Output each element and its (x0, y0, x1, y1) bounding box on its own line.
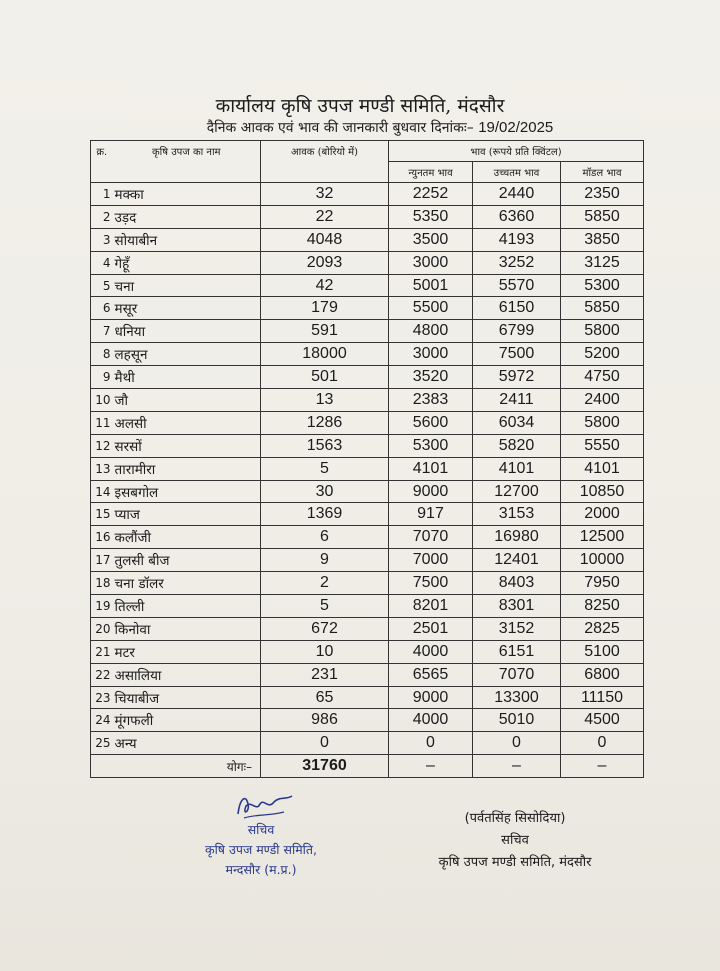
signatory-name: (पर्वतसिंह सिसोदिया) (464, 811, 566, 826)
row-sn: 2 (91, 205, 113, 228)
row-sn: 21 (91, 640, 113, 663)
row-max-price: 4101 (473, 457, 561, 480)
row-modal-price: 10850 (561, 480, 644, 503)
row-modal-price: 5850 (561, 205, 644, 228)
row-arrival: 4048 (261, 228, 389, 251)
row-min-price: 9000 (389, 686, 473, 709)
row-modal-price: 0 (561, 732, 644, 755)
signatory-designation: सचिव (501, 833, 529, 848)
row-modal-price: 2400 (561, 389, 644, 412)
table-row (91, 274, 644, 297)
row-modal-price: 2350 (561, 183, 644, 206)
header-price-group: भाव (रूपये प्रति क्विंटल) (389, 141, 644, 162)
row-max-price: 6799 (473, 320, 561, 343)
row-max-price: 5570 (473, 274, 561, 297)
table-row (91, 503, 644, 526)
row-arrival: 1369 (261, 503, 389, 526)
row-min-price: 3000 (389, 251, 473, 274)
row-crop-name: उड़द (113, 205, 261, 228)
signatory-block (420, 808, 610, 874)
official-stamp (176, 800, 346, 880)
total-modal: – (561, 755, 644, 778)
row-sn: 3 (91, 228, 113, 251)
row-min-price: 5500 (389, 297, 473, 320)
row-crop-name: तारामीरा (113, 457, 261, 480)
row-sn: 17 (91, 549, 113, 572)
row-max-price: 13300 (473, 686, 561, 709)
table-row (91, 251, 644, 274)
row-crop-name: प्याज (113, 503, 261, 526)
row-max-price: 3152 (473, 617, 561, 640)
table-row (91, 595, 644, 618)
row-sn: 9 (91, 366, 113, 389)
row-sn: 1 (91, 183, 113, 206)
row-modal-price: 8250 (561, 595, 644, 618)
row-max-price: 3252 (473, 251, 561, 274)
row-min-price: 917 (389, 503, 473, 526)
row-arrival: 42 (261, 274, 389, 297)
row-min-price: 3500 (389, 228, 473, 251)
row-arrival: 9 (261, 549, 389, 572)
row-arrival: 5 (261, 595, 389, 618)
row-min-price: 5300 (389, 434, 473, 457)
row-arrival: 5 (261, 457, 389, 480)
row-min-price: 2252 (389, 183, 473, 206)
row-crop-name: इसबगोल (113, 480, 261, 503)
row-arrival: 591 (261, 320, 389, 343)
row-modal-price: 2000 (561, 503, 644, 526)
total-label: योगः– (91, 755, 261, 778)
row-max-price: 0 (473, 732, 561, 755)
report-date: 19/02/2025 (478, 119, 554, 136)
row-crop-name: अलसी (113, 411, 261, 434)
signatory-office: कृषि उपज मण्डी समिति, मंदसौर (438, 855, 592, 870)
row-arrival: 179 (261, 297, 389, 320)
total-min: – (389, 755, 473, 778)
row-arrival: 13 (261, 389, 389, 412)
price-table (90, 140, 644, 778)
row-modal-price: 5800 (561, 320, 644, 343)
row-modal-price: 5300 (561, 274, 644, 297)
row-max-price: 6150 (473, 297, 561, 320)
row-arrival: 18000 (261, 343, 389, 366)
row-sn: 4 (91, 251, 113, 274)
row-min-price: 3000 (389, 343, 473, 366)
row-crop-name: चियाबीज (113, 686, 261, 709)
row-arrival: 1286 (261, 411, 389, 434)
row-max-price: 6151 (473, 640, 561, 663)
row-min-price: 4101 (389, 457, 473, 480)
row-sn: 20 (91, 617, 113, 640)
row-modal-price: 3850 (561, 228, 644, 251)
row-sn: 24 (91, 709, 113, 732)
row-arrival: 22 (261, 205, 389, 228)
row-crop-name: मटर (113, 640, 261, 663)
table-row (91, 709, 644, 732)
row-max-price: 5010 (473, 709, 561, 732)
signature-scribble (226, 790, 306, 826)
row-crop-name: किनोवा (113, 617, 261, 640)
row-sn: 5 (91, 274, 113, 297)
row-crop-name: सरसों (113, 434, 261, 457)
row-max-price: 8301 (473, 595, 561, 618)
row-crop-name: सोयाबीन (113, 228, 261, 251)
row-max-price: 2411 (473, 389, 561, 412)
row-arrival: 501 (261, 366, 389, 389)
row-modal-price: 5200 (561, 343, 644, 366)
row-min-price: 3520 (389, 366, 473, 389)
row-max-price: 7070 (473, 663, 561, 686)
subtitle-text: दैनिक आवक एवं भाव की जानकारी बुधवार दिनांकः– (206, 120, 474, 136)
row-modal-price: 3125 (561, 251, 644, 274)
row-modal-price: 4101 (561, 457, 644, 480)
total-row (91, 755, 644, 778)
row-sn: 13 (91, 457, 113, 480)
row-sn: 7 (91, 320, 113, 343)
row-min-price: 9000 (389, 480, 473, 503)
table-row (91, 343, 644, 366)
table-row (91, 549, 644, 572)
header-arrival: आवक (बोरियो में) (261, 141, 389, 183)
row-crop-name: मैथी (113, 366, 261, 389)
table-row (91, 434, 644, 457)
row-sn: 15 (91, 503, 113, 526)
row-arrival: 2093 (261, 251, 389, 274)
table-row (91, 663, 644, 686)
header-max-price: उच्चतम भाव (473, 162, 561, 183)
row-sn: 8 (91, 343, 113, 366)
row-max-price: 3153 (473, 503, 561, 526)
row-arrival: 672 (261, 617, 389, 640)
table-row (91, 228, 644, 251)
row-crop-name: तुलसी बीज (113, 549, 261, 572)
row-crop-name: जौ (113, 389, 261, 412)
row-max-price: 6360 (473, 205, 561, 228)
total-arrival: 31760 (261, 755, 389, 778)
table-row (91, 640, 644, 663)
header-crop-name: कृषि उपज का नाम (113, 141, 261, 183)
office-title: कार्यालय कृषि उपज मण्डी समिति, मंदसौर (215, 95, 505, 117)
row-max-price: 8403 (473, 572, 561, 595)
table-row (91, 686, 644, 709)
row-modal-price: 4500 (561, 709, 644, 732)
report-subtitle (0, 118, 720, 137)
table-body (91, 183, 644, 755)
row-modal-price: 11150 (561, 686, 644, 709)
table-row (91, 617, 644, 640)
row-arrival: 0 (261, 732, 389, 755)
row-modal-price: 4750 (561, 366, 644, 389)
table-row (91, 205, 644, 228)
row-max-price: 16980 (473, 526, 561, 549)
row-sn: 25 (91, 732, 113, 755)
table-row (91, 411, 644, 434)
row-sn: 11 (91, 411, 113, 434)
row-min-price: 6565 (389, 663, 473, 686)
row-sn: 12 (91, 434, 113, 457)
row-crop-name: अन्य (113, 732, 261, 755)
table-row (91, 297, 644, 320)
row-arrival: 2 (261, 572, 389, 595)
row-modal-price: 10000 (561, 549, 644, 572)
row-crop-name: धनिया (113, 320, 261, 343)
row-max-price: 4193 (473, 228, 561, 251)
row-crop-name: तिल्ली (113, 595, 261, 618)
table-row (91, 183, 644, 206)
table-row (91, 389, 644, 412)
stamp-location: मन्दसौर (म.प्र.) (225, 862, 297, 877)
row-crop-name: मक्का (113, 183, 261, 206)
row-arrival: 986 (261, 709, 389, 732)
row-min-price: 2501 (389, 617, 473, 640)
row-sn: 18 (91, 572, 113, 595)
row-max-price: 6034 (473, 411, 561, 434)
row-crop-name: चना डॉलर (113, 572, 261, 595)
header-sn: क्र. (91, 141, 113, 183)
row-modal-price: 5850 (561, 297, 644, 320)
table-row (91, 732, 644, 755)
row-modal-price: 6800 (561, 663, 644, 686)
row-modal-price: 5100 (561, 640, 644, 663)
row-crop-name: चना (113, 274, 261, 297)
table-row (91, 526, 644, 549)
row-max-price: 12700 (473, 480, 561, 503)
row-min-price: 2383 (389, 389, 473, 412)
row-modal-price: 5550 (561, 434, 644, 457)
row-max-price: 7500 (473, 343, 561, 366)
total-max: – (473, 755, 561, 778)
row-sn: 10 (91, 389, 113, 412)
row-arrival: 30 (261, 480, 389, 503)
row-arrival: 1563 (261, 434, 389, 457)
stamp-designation: सचिव (247, 822, 275, 837)
row-crop-name: असालिया (113, 663, 261, 686)
row-min-price: 4000 (389, 709, 473, 732)
row-arrival: 10 (261, 640, 389, 663)
table-row (91, 457, 644, 480)
row-min-price: 5600 (389, 411, 473, 434)
table-row (91, 572, 644, 595)
row-min-price: 7500 (389, 572, 473, 595)
row-min-price: 4800 (389, 320, 473, 343)
row-crop-name: मूंगफली (113, 709, 261, 732)
header-min-price: न्युनतम भाव (389, 162, 473, 183)
row-sn: 19 (91, 595, 113, 618)
row-modal-price: 2825 (561, 617, 644, 640)
row-max-price: 5972 (473, 366, 561, 389)
row-sn: 23 (91, 686, 113, 709)
row-modal-price: 12500 (561, 526, 644, 549)
row-crop-name: कलौंजी (113, 526, 261, 549)
header-modal-price: मॉडल भाव (561, 162, 644, 183)
row-min-price: 4000 (389, 640, 473, 663)
row-sn: 6 (91, 297, 113, 320)
row-arrival: 65 (261, 686, 389, 709)
row-sn: 22 (91, 663, 113, 686)
row-min-price: 7000 (389, 549, 473, 572)
table-row (91, 480, 644, 503)
row-crop-name: गेहूँ (113, 251, 261, 274)
row-arrival: 6 (261, 526, 389, 549)
stamp-office: कृषि उपज मण्डी समिति, (204, 842, 318, 857)
row-min-price: 5001 (389, 274, 473, 297)
row-max-price: 12401 (473, 549, 561, 572)
row-min-price: 8201 (389, 595, 473, 618)
row-arrival: 231 (261, 663, 389, 686)
row-modal-price: 5800 (561, 411, 644, 434)
table-row (91, 320, 644, 343)
row-min-price: 0 (389, 732, 473, 755)
row-sn: 16 (91, 526, 113, 549)
row-max-price: 2440 (473, 183, 561, 206)
row-modal-price: 7950 (561, 572, 644, 595)
row-min-price: 5350 (389, 205, 473, 228)
table-row (91, 366, 644, 389)
row-arrival: 32 (261, 183, 389, 206)
row-crop-name: लहसून (113, 343, 261, 366)
row-min-price: 7070 (389, 526, 473, 549)
row-sn: 14 (91, 480, 113, 503)
row-crop-name: मसूर (113, 297, 261, 320)
row-max-price: 5820 (473, 434, 561, 457)
